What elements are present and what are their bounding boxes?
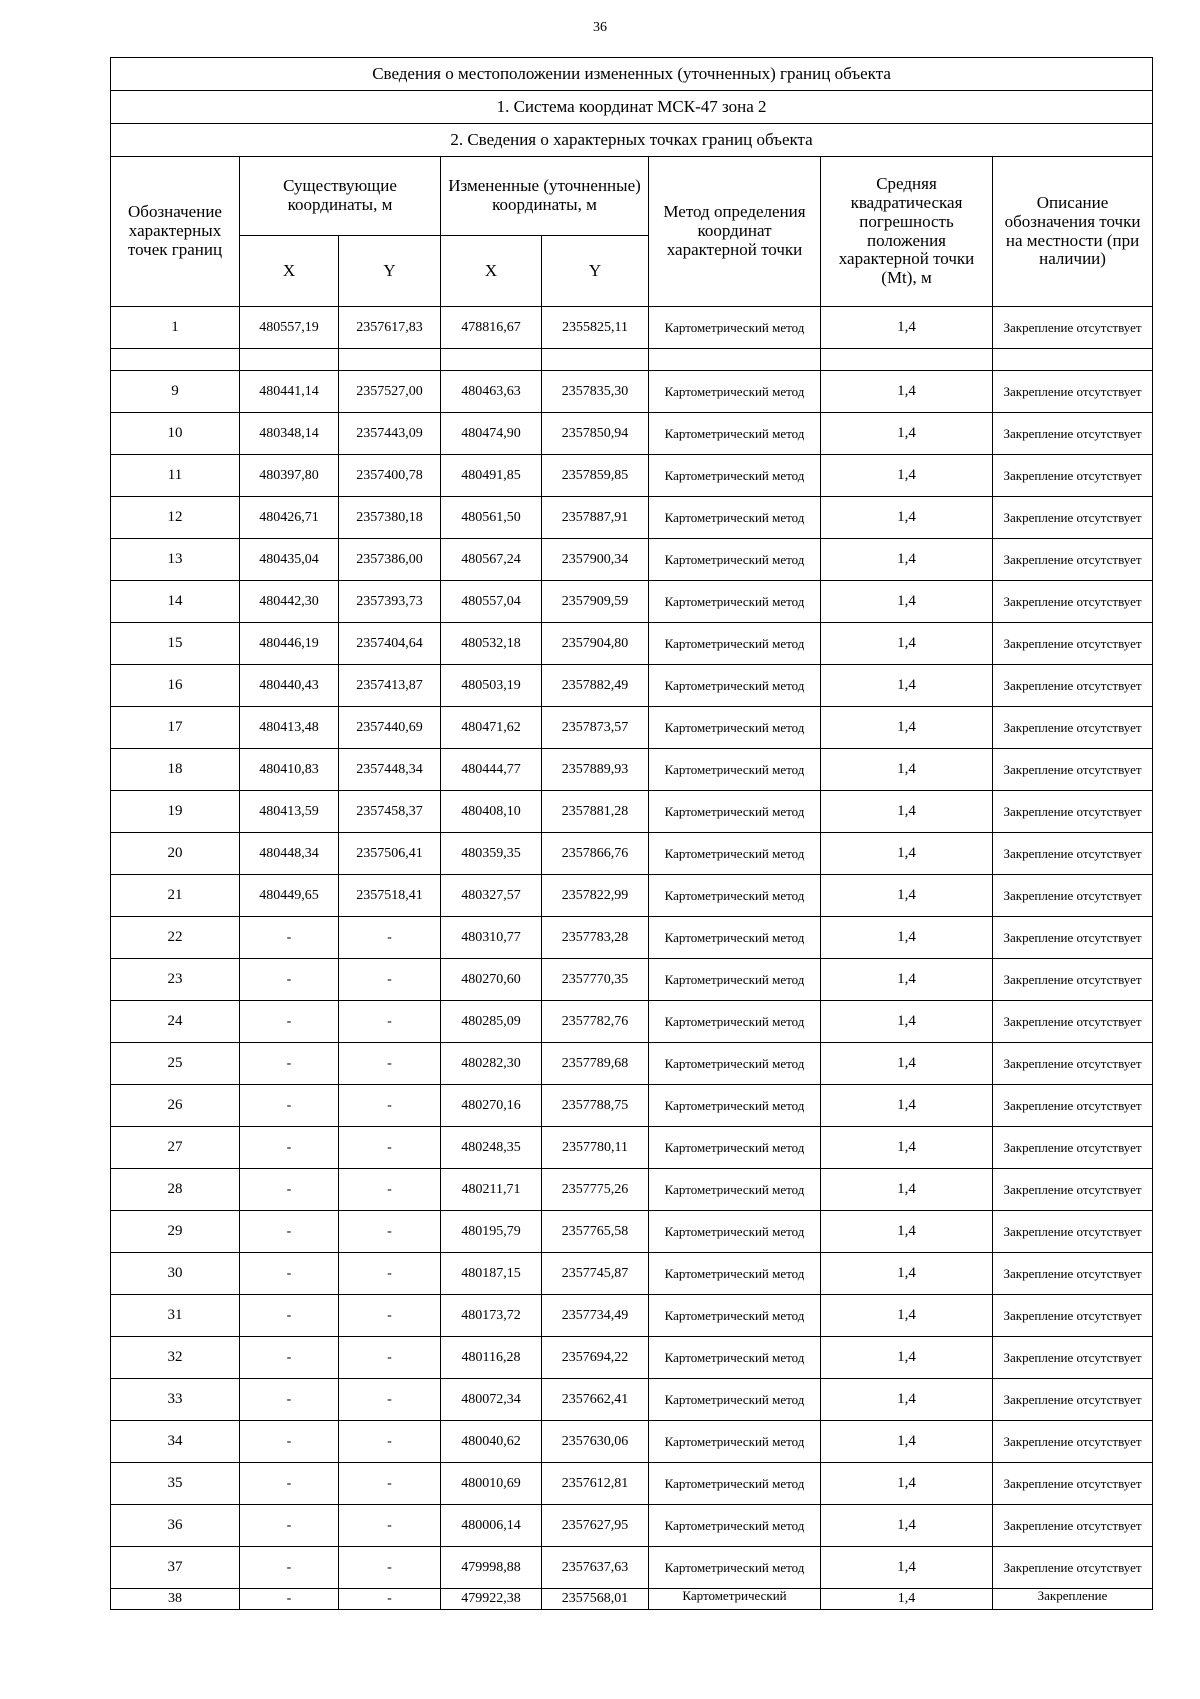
existing-y: - [339,1169,441,1211]
existing-y: - [339,1505,441,1547]
changed-y: 2357789,68 [542,1043,649,1085]
changed-x: 479922,38 [441,1589,542,1610]
table-row [111,1421,1153,1463]
error-cell: 1,4 [821,1043,993,1085]
description-cell: Закрепление отсутствует [993,1085,1153,1127]
changed-y: 2355825,11 [542,307,649,349]
existing-y: 2357527,00 [339,371,441,413]
method-cell: Картометрический метод [649,917,821,959]
method-cell: Картометрический метод [649,1253,821,1295]
error-cell: 1,4 [821,497,993,539]
error-cell: 1,4 [821,1295,993,1337]
changed-x: 480248,35 [441,1127,542,1169]
table-row [111,371,1153,413]
method-cell: Картометрический метод [649,1169,821,1211]
error-cell: 1,4 [821,1463,993,1505]
method-cell: Картометрический метод [649,1379,821,1421]
changed-y: 2357612,81 [542,1463,649,1505]
existing-x: 480441,14 [240,371,339,413]
error-cell: 1,4 [821,623,993,665]
method-cell: Картометрический метод [649,623,821,665]
changed-y: 2357822,99 [542,875,649,917]
changed-y: 2357881,28 [542,791,649,833]
existing-y: 2357443,09 [339,413,441,455]
description-cell: Закрепление отсутствует [993,581,1153,623]
table-row [111,1295,1153,1337]
table-row [111,665,1153,707]
error-cell: 1,4 [821,1547,993,1589]
error-cell: 1,4 [821,371,993,413]
changed-x: 479998,88 [441,1547,542,1589]
point-number: 22 [111,917,240,959]
table-row [111,875,1153,917]
method-cell: Картометрический метод [649,1085,821,1127]
existing-y: - [339,1001,441,1043]
changed-x: 480006,14 [441,1505,542,1547]
table-row [111,1043,1153,1085]
description-cell: Закрепление отсутствует [993,539,1153,581]
existing-x: 480410,83 [240,749,339,791]
existing-y: 2357413,87 [339,665,441,707]
method-cell: Картометрический метод [649,1547,821,1589]
changed-y: 2357783,28 [542,917,649,959]
changed-x: 480471,62 [441,707,542,749]
description-cell: Закрепление отсутствует [993,371,1153,413]
header-changed-x: X [441,236,542,307]
point-number: 11 [111,455,240,497]
changed-x: 480503,19 [441,665,542,707]
existing-y: 2357448,34 [339,749,441,791]
existing-x: - [240,917,339,959]
existing-x: - [240,959,339,1001]
changed-y: 2357866,76 [542,833,649,875]
description-cell: Закрепление отсутствует [993,1463,1153,1505]
existing-x: 480440,43 [240,665,339,707]
changed-x: 480444,77 [441,749,542,791]
point-number: 9 [111,371,240,413]
error-cell: 1,4 [821,791,993,833]
method-cell: Картометрический метод [649,707,821,749]
method-cell: Картометрический метод [649,1001,821,1043]
point-number: 32 [111,1337,240,1379]
table-row [111,1463,1153,1505]
error-cell: 1,4 [821,707,993,749]
existing-x: - [240,1253,339,1295]
existing-y: - [339,959,441,1001]
point-number: 37 [111,1547,240,1589]
existing-x: 480446,19 [240,623,339,665]
method-cell: Картометрический метод [649,833,821,875]
table-row [111,307,1153,349]
header-description: Описание обозначения точки на местности (при наличии) [993,157,1153,307]
error-cell: 1,4 [821,1211,993,1253]
changed-x: 480463,63 [441,371,542,413]
method-cell: Картометрический метод [649,539,821,581]
existing-y: - [339,1127,441,1169]
error-cell: 1,4 [821,581,993,623]
error-cell: 1,4 [821,1337,993,1379]
description-cell: Закрепление отсутствует [993,1043,1153,1085]
page-number: 36 [593,20,607,35]
method-cell: Картометрический метод [649,1463,821,1505]
table-row [111,623,1153,665]
existing-y: - [339,1337,441,1379]
existing-x: - [240,1589,339,1610]
point-number: 30 [111,1253,240,1295]
point-number: 18 [111,749,240,791]
method-cell: Картометрический метод [649,1505,821,1547]
error-cell: 1,4 [821,1379,993,1421]
method-cell: Картометрический метод [649,1043,821,1085]
method-cell: Картометрический метод [649,1127,821,1169]
existing-x: - [240,1547,339,1589]
error-cell: 1,4 [821,1421,993,1463]
existing-x: - [240,1295,339,1337]
point-number: 17 [111,707,240,749]
error-cell: 1,4 [821,1127,993,1169]
changed-y: 2357835,30 [542,371,649,413]
changed-y: 2357889,93 [542,749,649,791]
changed-y: 2357637,63 [542,1547,649,1589]
table-row [111,1589,1153,1610]
error-cell: 1,4 [821,665,993,707]
changed-x: 480491,85 [441,455,542,497]
existing-y: - [339,1085,441,1127]
changed-x: 480557,04 [441,581,542,623]
changed-x: 480567,24 [441,539,542,581]
point-number: 38 [111,1589,240,1610]
existing-x: - [240,1169,339,1211]
changed-x: 480270,60 [441,959,542,1001]
changed-x: 480072,34 [441,1379,542,1421]
method-cell: Картометрический метод [649,1295,821,1337]
existing-x: - [240,1337,339,1379]
changed-x: 480187,15 [441,1253,542,1295]
method-cell: Картометрический [649,1589,821,1610]
description-cell: Закрепление отсутствует [993,665,1153,707]
method-cell: Картометрический метод [649,371,821,413]
error-cell: 1,4 [821,875,993,917]
changed-y: 2357630,06 [542,1421,649,1463]
table-row [111,1337,1153,1379]
header-existing-y: Y [339,236,441,307]
point-number: 21 [111,875,240,917]
description-cell: Закрепление отсутствует [993,875,1153,917]
existing-x: - [240,1463,339,1505]
changed-x: 480310,77 [441,917,542,959]
point-number: 16 [111,665,240,707]
existing-x: 480426,71 [240,497,339,539]
table-row [111,539,1153,581]
method-cell: Картометрический метод [649,1211,821,1253]
point-number: 20 [111,833,240,875]
description-cell: Закрепление отсутствует [993,497,1153,539]
changed-y: 2357904,80 [542,623,649,665]
changed-y: 2357900,34 [542,539,649,581]
table-row [111,917,1153,959]
error-cell: 1,4 [821,539,993,581]
points-section-heading: 2. Сведения о характерных точках границ объекта [111,124,1153,157]
existing-x: 480348,14 [240,413,339,455]
error-cell: 1,4 [821,1169,993,1211]
existing-y: 2357458,37 [339,791,441,833]
method-cell: Картометрический метод [649,307,821,349]
existing-y: - [339,1463,441,1505]
changed-x: 480285,09 [441,1001,542,1043]
table-row [111,413,1153,455]
error-cell: 1,4 [821,1589,993,1610]
existing-x: 480557,19 [240,307,339,349]
point-number: 24 [111,1001,240,1043]
changed-y: 2357734,49 [542,1295,649,1337]
changed-x: 480211,71 [441,1169,542,1211]
changed-y: 2357850,94 [542,413,649,455]
changed-y: 2357788,75 [542,1085,649,1127]
changed-x: 480359,35 [441,833,542,875]
point-number: 10 [111,413,240,455]
method-cell: Картометрический метод [649,665,821,707]
point-number: 31 [111,1295,240,1337]
coordinate-system-heading: 1. Система координат МСК-47 зона 2 [111,91,1153,124]
table-title: Сведения о местоположении измененных (уточненных) границ объекта [111,58,1153,91]
description-cell: Закрепление отсутствует [993,455,1153,497]
existing-y: - [339,1043,441,1085]
existing-x: - [240,1001,339,1043]
existing-x: - [240,1043,339,1085]
existing-y: 2357518,41 [339,875,441,917]
existing-x: - [240,1085,339,1127]
changed-x: 480561,50 [441,497,542,539]
table-row [111,833,1153,875]
method-cell: Картометрический метод [649,1337,821,1379]
description-cell: Закрепление отсутствует [993,1505,1153,1547]
existing-x: 480413,59 [240,791,339,833]
method-cell: Картометрический метод [649,749,821,791]
error-cell: 1,4 [821,455,993,497]
table-row [111,1001,1153,1043]
table-row [111,1085,1153,1127]
point-number: 35 [111,1463,240,1505]
existing-y: 2357400,78 [339,455,441,497]
existing-y: 2357506,41 [339,833,441,875]
table-row [111,497,1153,539]
description-cell: Закрепление отсутствует [993,413,1153,455]
existing-y: - [339,917,441,959]
description-cell: Закрепление отсутствует [993,1547,1153,1589]
existing-y: - [339,1421,441,1463]
header-changed-coordinates: Измененные (уточненные) координаты, м [441,157,649,236]
existing-x: - [240,1211,339,1253]
changed-x: 480116,28 [441,1337,542,1379]
existing-x: - [240,1505,339,1547]
table-row [111,1253,1153,1295]
header-error: Средняя квадратическая погрешность положения характерной точки (Mt), м [821,157,993,307]
point-number: 29 [111,1211,240,1253]
error-cell: 1,4 [821,413,993,455]
changed-x: 480270,16 [441,1085,542,1127]
existing-x: 480413,48 [240,707,339,749]
existing-x: 480435,04 [240,539,339,581]
header-existing-x: X [240,236,339,307]
point-number: 12 [111,497,240,539]
method-cell: Картометрический метод [649,1421,821,1463]
description-cell: Закрепление отсутствует [993,1295,1153,1337]
changed-x: 480408,10 [441,791,542,833]
changed-y: 2357662,41 [542,1379,649,1421]
method-cell: Картометрический метод [649,455,821,497]
existing-y: 2357617,83 [339,307,441,349]
point-number: 27 [111,1127,240,1169]
error-cell: 1,4 [821,749,993,791]
changed-x: 480010,69 [441,1463,542,1505]
changed-y: 2357770,35 [542,959,649,1001]
table-row [111,1505,1153,1547]
description-cell: Закрепление отсутствует [993,791,1153,833]
point-number: 26 [111,1085,240,1127]
existing-x: 480397,80 [240,455,339,497]
existing-y: 2357440,69 [339,707,441,749]
changed-y: 2357782,76 [542,1001,649,1043]
method-cell: Картометрический метод [649,413,821,455]
point-number: 1 [111,307,240,349]
point-number: 28 [111,1169,240,1211]
existing-y: - [339,1547,441,1589]
existing-x: - [240,1379,339,1421]
description-cell: Закрепление [993,1589,1153,1610]
changed-y: 2357627,95 [542,1505,649,1547]
changed-x: 478816,67 [441,307,542,349]
description-cell: Закрепление отсутствует [993,623,1153,665]
method-cell: Картометрический метод [649,875,821,917]
description-cell: Закрепление отсутствует [993,1127,1153,1169]
point-number: 19 [111,791,240,833]
changed-y: 2357568,01 [542,1589,649,1610]
changed-x: 480040,62 [441,1421,542,1463]
description-cell: Закрепление отсутствует [993,833,1153,875]
existing-y: 2357404,64 [339,623,441,665]
existing-x: 480448,34 [240,833,339,875]
header-changed-y: Y [542,236,649,307]
changed-y: 2357694,22 [542,1337,649,1379]
changed-x: 480532,18 [441,623,542,665]
error-cell: 1,4 [821,917,993,959]
table-row [111,1379,1153,1421]
description-cell: Закрепление отсутствует [993,1211,1153,1253]
changed-x: 480474,90 [441,413,542,455]
existing-x: 480449,65 [240,875,339,917]
point-number: 36 [111,1505,240,1547]
error-cell: 1,4 [821,833,993,875]
point-number: 23 [111,959,240,1001]
error-cell: 1,4 [821,307,993,349]
table-row [111,1211,1153,1253]
error-cell: 1,4 [821,1001,993,1043]
existing-y: 2357386,00 [339,539,441,581]
description-cell: Закрепление отсутствует [993,749,1153,791]
existing-y: - [339,1253,441,1295]
table-row [111,959,1153,1001]
existing-y: - [339,1589,441,1610]
description-cell: Закрепление отсутствует [993,1253,1153,1295]
error-cell: 1,4 [821,1505,993,1547]
table-row [111,1547,1153,1589]
table-row [111,455,1153,497]
point-number: 14 [111,581,240,623]
existing-x: 480442,30 [240,581,339,623]
changed-y: 2357873,57 [542,707,649,749]
changed-y: 2357909,59 [542,581,649,623]
table-row [111,791,1153,833]
header-existing-coordinates: Существующие координаты, м [240,157,441,236]
description-cell: Закрепление отсутствует [993,307,1153,349]
table-row [111,1127,1153,1169]
table-row [111,581,1153,623]
error-cell: 1,4 [821,1253,993,1295]
description-cell: Закрепление отсутствует [993,1421,1153,1463]
table-row [111,1169,1153,1211]
changed-y: 2357882,49 [542,665,649,707]
point-number: 25 [111,1043,240,1085]
existing-y: - [339,1379,441,1421]
description-cell: Закрепление отсутствует [993,1169,1153,1211]
header-designation: Обозначение характерных точек границ [111,157,240,307]
changed-x: 480327,57 [441,875,542,917]
changed-y: 2357775,26 [542,1169,649,1211]
changed-x: 480282,30 [441,1043,542,1085]
boundary-points-table [110,57,1153,1610]
description-cell: Закрепление отсутствует [993,959,1153,1001]
method-cell: Картометрический метод [649,497,821,539]
description-cell: Закрепление отсутствует [993,917,1153,959]
description-cell: Закрепление отсутствует [993,707,1153,749]
table-row [111,749,1153,791]
description-cell: Закрепление отсутствует [993,1001,1153,1043]
existing-y: 2357380,18 [339,497,441,539]
changed-y: 2357765,58 [542,1211,649,1253]
method-cell: Картометрический метод [649,791,821,833]
changed-y: 2357745,87 [542,1253,649,1295]
existing-x: - [240,1127,339,1169]
error-cell: 1,4 [821,959,993,1001]
existing-y: - [339,1211,441,1253]
description-cell: Закрепление отсутствует [993,1379,1153,1421]
point-number: 33 [111,1379,240,1421]
point-number: 15 [111,623,240,665]
method-cell: Картометрический метод [649,959,821,1001]
point-number: 13 [111,539,240,581]
description-cell: Закрепление отсутствует [993,1337,1153,1379]
method-cell: Картометрический метод [649,581,821,623]
changed-y: 2357887,91 [542,497,649,539]
existing-y: - [339,1295,441,1337]
changed-x: 480173,72 [441,1295,542,1337]
table-gap-row [111,349,1153,371]
existing-x: - [240,1421,339,1463]
error-cell: 1,4 [821,1085,993,1127]
existing-y: 2357393,73 [339,581,441,623]
point-number: 34 [111,1421,240,1463]
changed-y: 2357859,85 [542,455,649,497]
table-row [111,707,1153,749]
header-method: Метод определения координат характерной точки [649,157,821,307]
changed-x: 480195,79 [441,1211,542,1253]
changed-y: 2357780,11 [542,1127,649,1169]
